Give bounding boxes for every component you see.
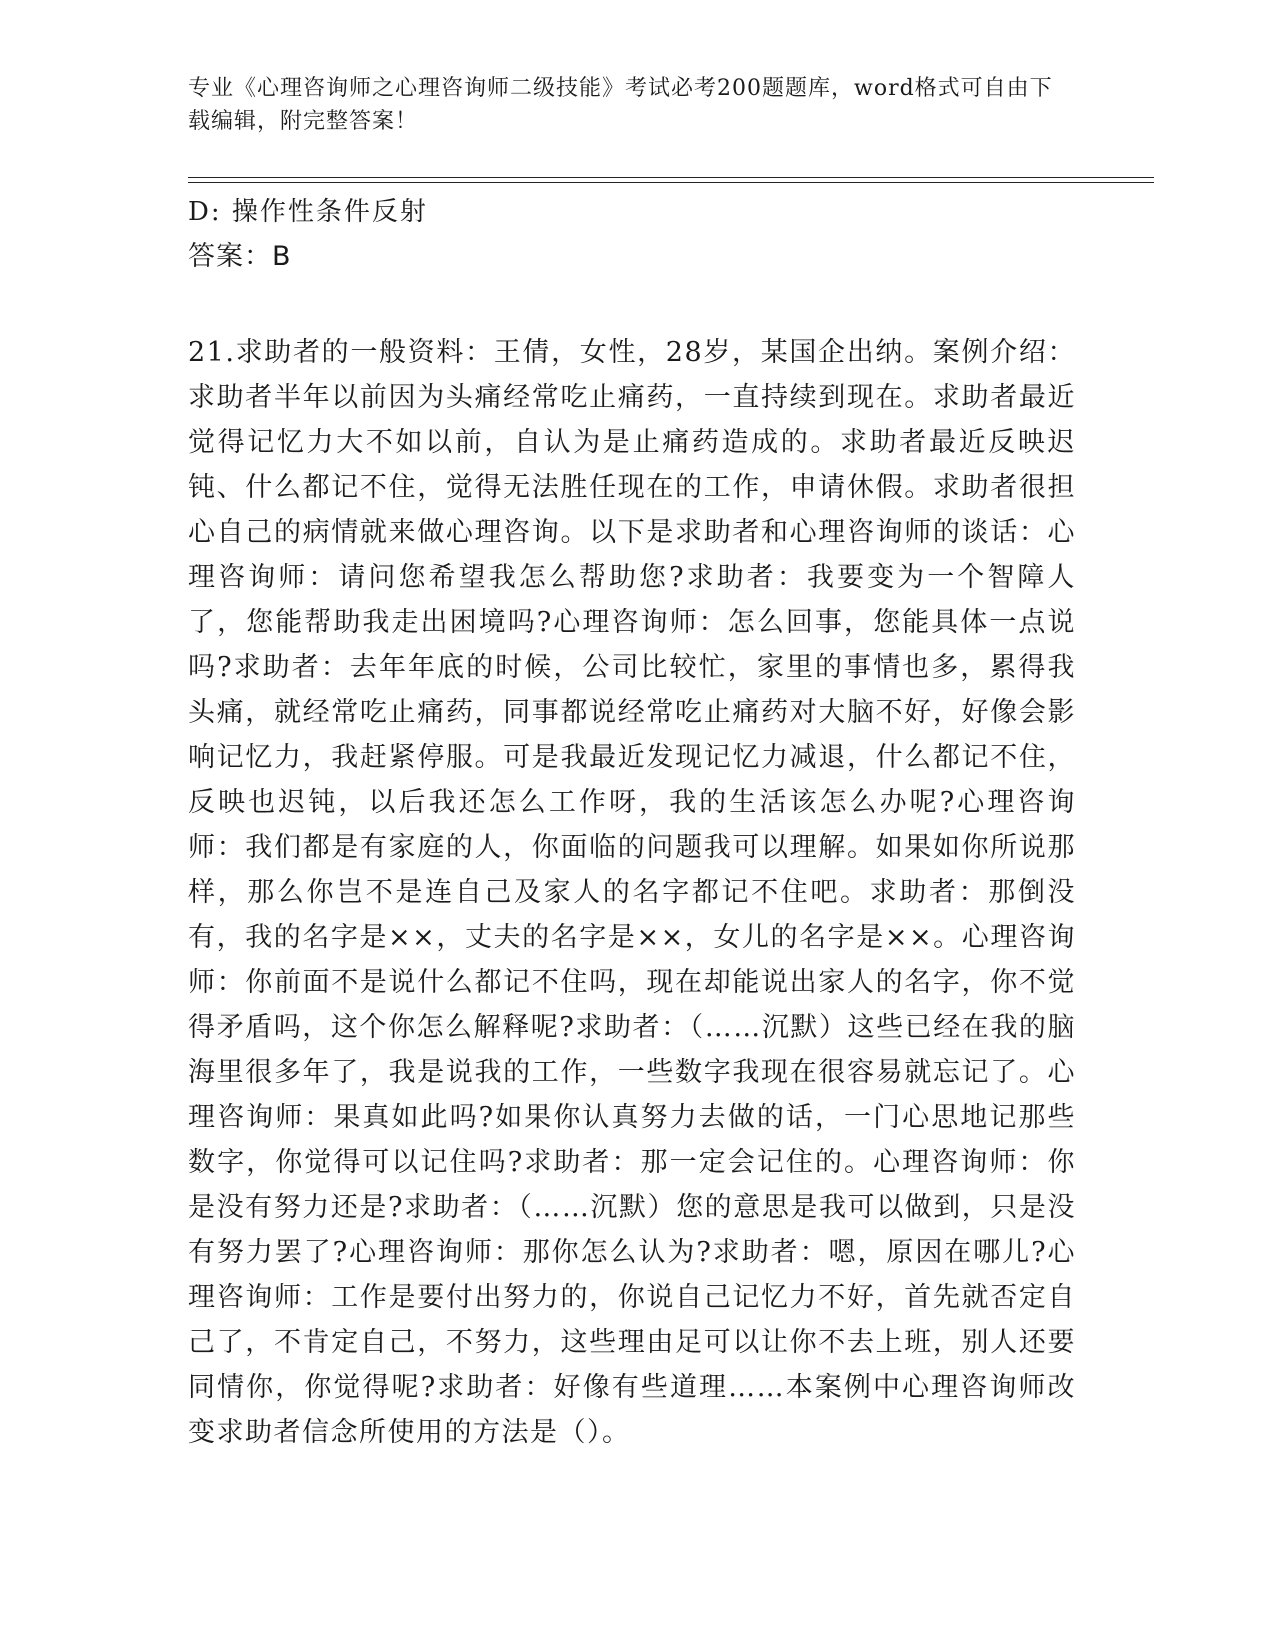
header-divider-top (188, 177, 1154, 178)
answer-line: 答案：B (188, 241, 292, 272)
page-header: 专业《心理咨询师之心理咨询师二级技能》考试必考200题题库，word格式可自由下载编辑，附完整答案！ (188, 76, 1053, 134)
header-divider-bottom (188, 182, 1154, 183)
question-text: 21.求助者的一般资料：王倩，女性，28岁，某国企出纳。案例介绍：求助者半年以前因为头痛经常吃止痛药，一直持续到现在。求助者最近觉得记忆力大不如以前，自认为是止痛药造成的。求助者最近反映迟钝、什么都记不住，觉得无法胜任现在的工作，申请休假。求助者很担心自己的病情就来做心理咨询。以下是求助者和心理咨询师的谈话：心理咨询师：请问您希望我怎么帮助您?求助者：我要变为一个智障人了，您能帮助我走出困境吗?心理咨询师：怎么回事，您能具体一点说吗?求助者：去年年底的时候，公司比较忙，家里的事情也多，累得我头痛，就经常吃止痛药，同事都说经常吃止痛药对大脑不好，好像会影响记忆力，我赶紧停服。可是我最近发现记忆力减退，什么都记不住，反映也迟钝，以后我还怎么工作呀，我的生活该怎么办呢?心理咨询师：我们都是有家庭的人，你面临的问题我可以理解。如果如你所说那样，那么你岂不是连自己及家人的名字都记不住吧。求助者：那倒没有，我的名字是××，丈夫的名字是××，女儿的名字是××。心理咨询师：你前面不是说什么都记不住吗，现在却能说出家人的名字，你不觉得矛盾吗，这个你怎么解释呢?求助者：（……沉默）这些已经在我的脑海里很多年了，我是说我的工作，一些数字我现在很容易就忘记了。心理咨询师：果真如此吗?如果你认真努力去做的话，一门心思地记那些数字，你觉得可以记住吗?求助者：那一定会记住的。心理咨询师：你是没有努力还是?求助者：（……沉默）您的意思是我可以做到，只是没有努力罢了?心理咨询师：那你怎么认为?求助者：嗯，原因在哪儿?心理咨询师：工作是要付出努力的，你说自己记忆力不好，首先就否定自己了，不肯定自己，不努力，这些理由足可以让你不去上班，别人还要同情你，你觉得呢?求助者：好像有些道理……本案例中心理咨询师改变求助者信念所使用的方法是（）。 (188, 337, 1076, 1448)
option-d: D: 操作性条件反射 (188, 197, 428, 227)
